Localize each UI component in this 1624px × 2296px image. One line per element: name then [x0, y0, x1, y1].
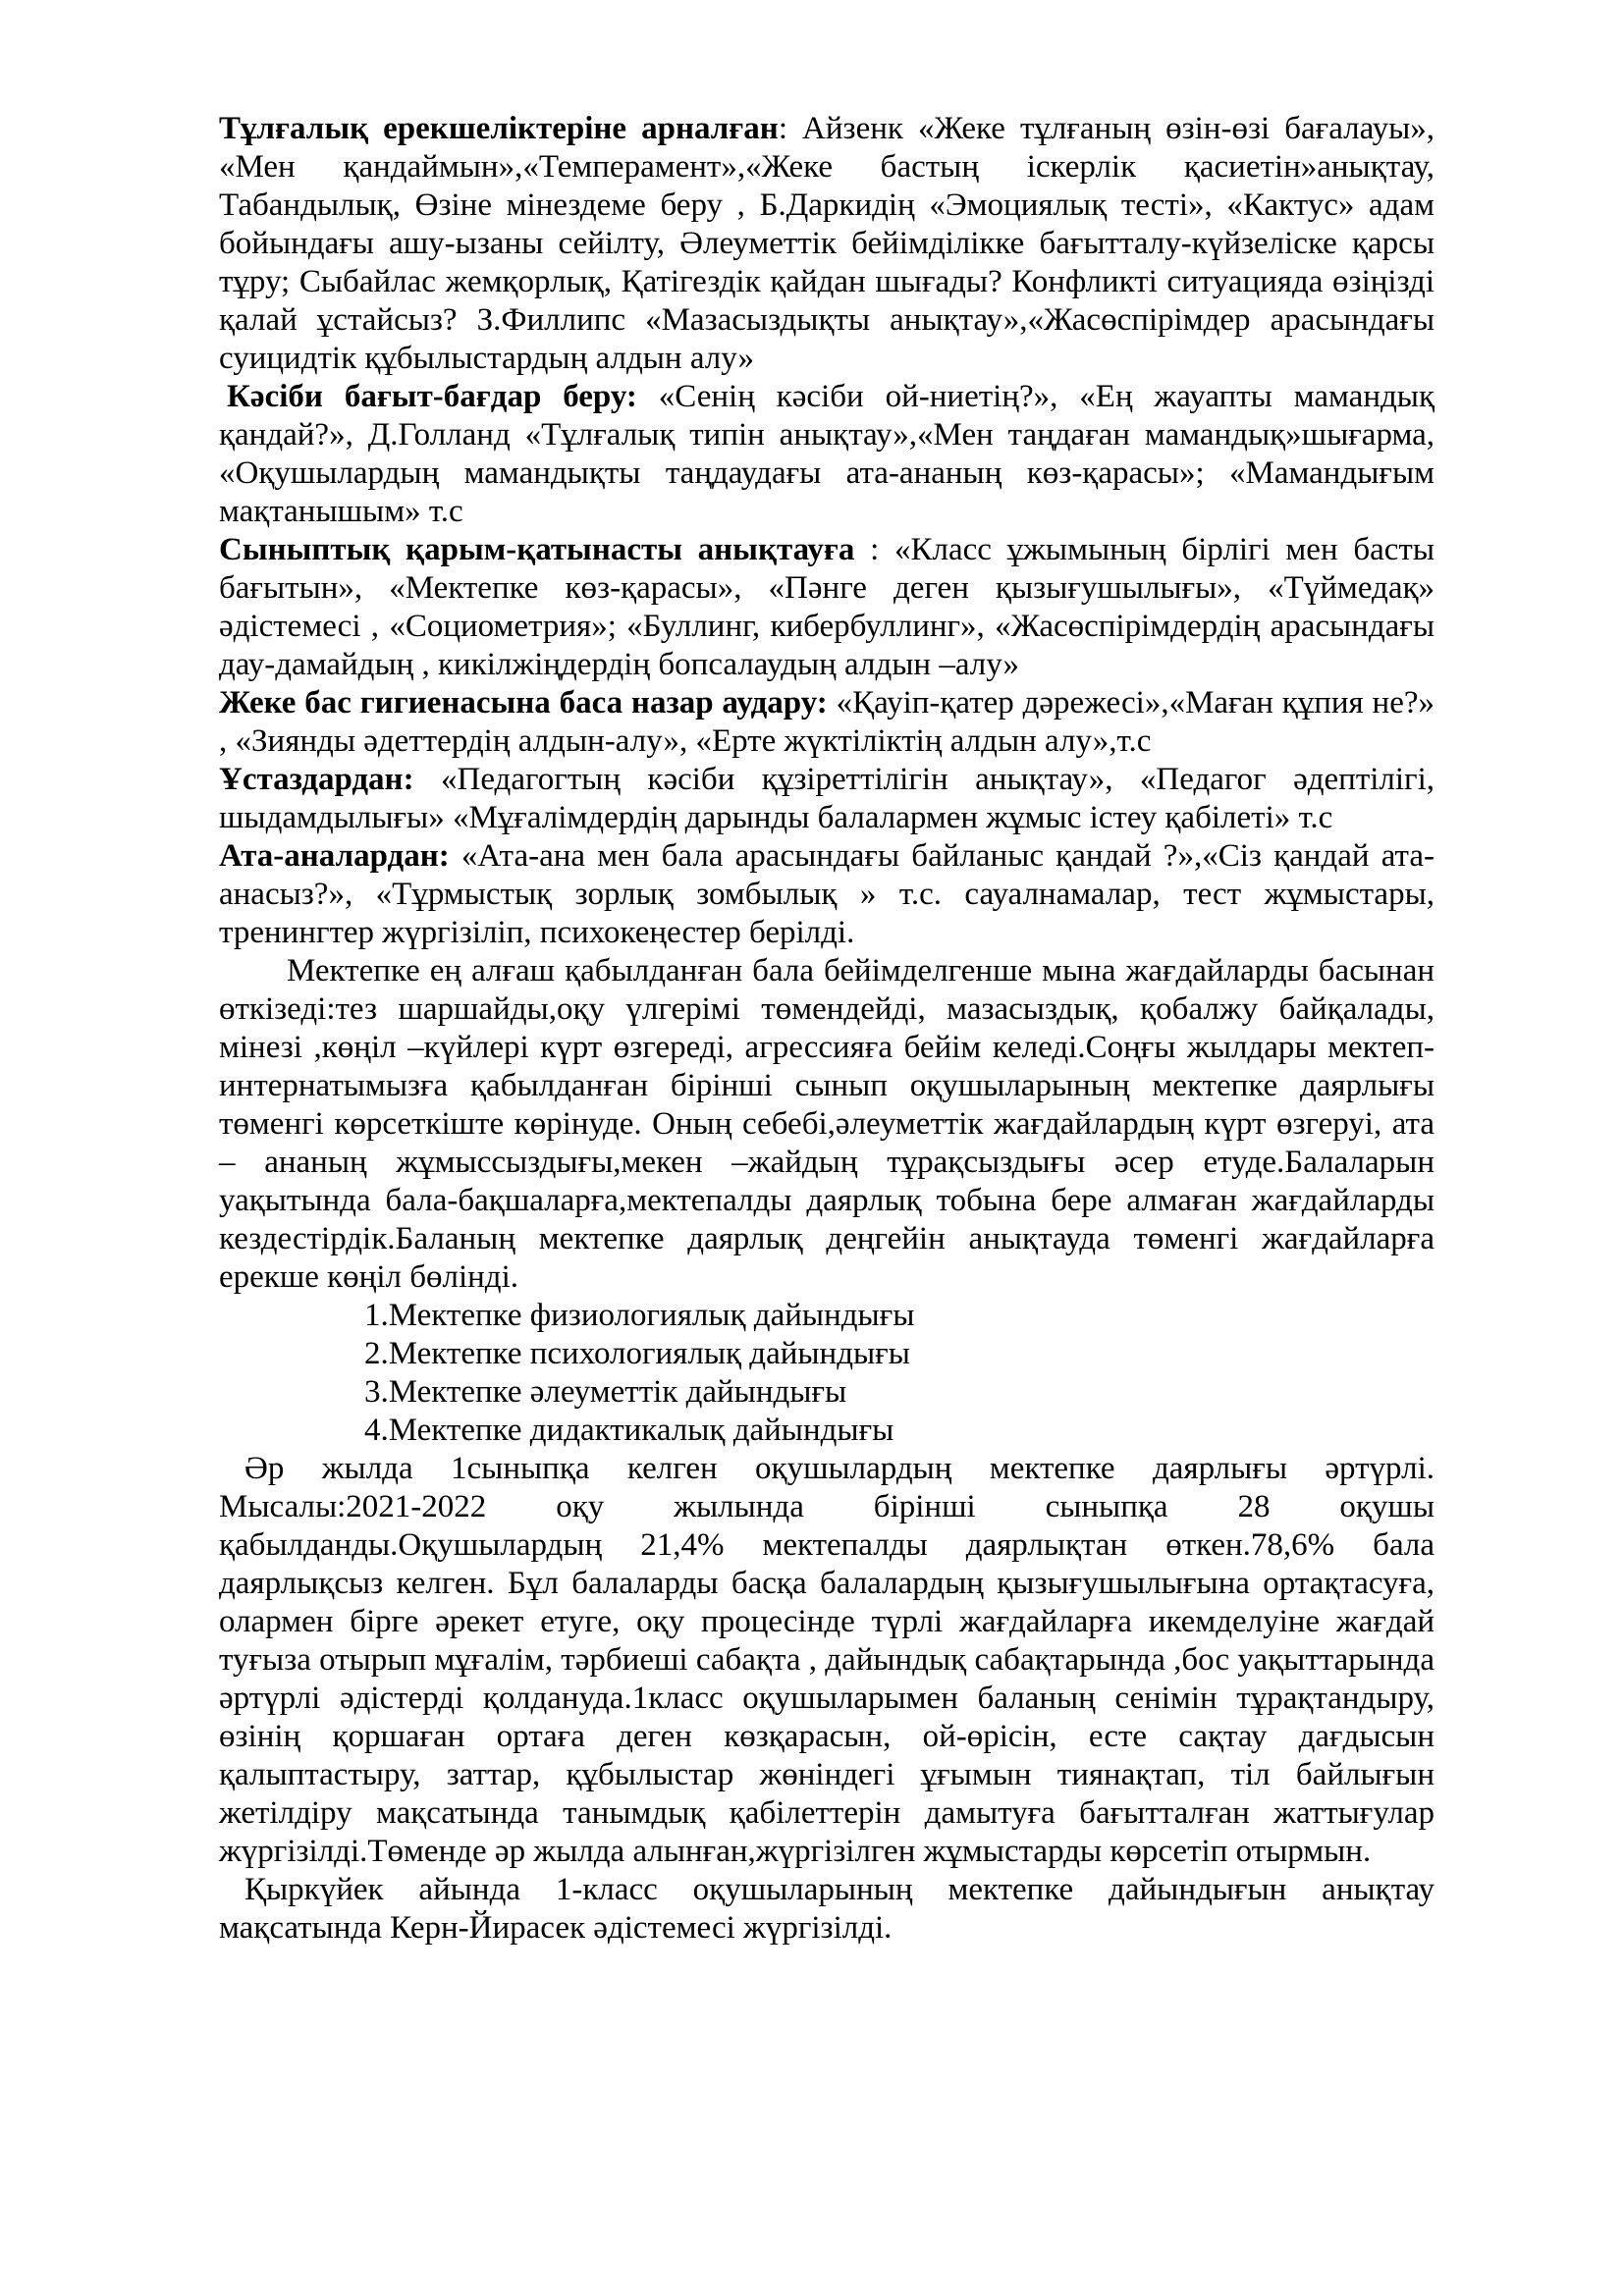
- readiness-list: [364, 1297, 1435, 1450]
- paragraph-career: [219, 378, 1435, 531]
- paragraph-kern-jirasek-body: Қыркүйек айында 1-класс оқушыларының мектепке дайындығын анықтау мақсатында Керн-Йирасек әдістемесі жүргізілді.: [219, 1872, 1435, 1946]
- paragraph-career-body: «Сенің кәсіби ой-ниетің?», «Ең жауапты мамандық қандай?», Д.Голланд «Тұлғалық типін анықтау»,«Мен таңдаған мамандық»шығарма, «Оқушылардың мамандықты таңдаудағы ата-ананың көз-қарасы»; «Мамандығым мақтанышым» т.с: [219, 379, 1435, 529]
- document-text-block: [219, 110, 1435, 1948]
- paragraph-parents: [219, 837, 1435, 952]
- paragraph-yearly-stats: [219, 1450, 1435, 1871]
- paragraph-hygiene: [219, 684, 1435, 761]
- paragraph-career-heading: Кәсіби бағыт-бағдар беру:: [227, 379, 637, 414]
- list-item: 3.Мектепке әлеуметтік дайындығы: [364, 1374, 847, 1410]
- paragraph-kern-jirasek: [219, 1871, 1435, 1948]
- paragraph-personality-body: : Айзенк «Жеке тұлғаның өзін-өзі бағалауы», «Мен қандаймын»,«Темперамент»,«Жеке бастың іскерлік қасиетін»анықтау, Табандылық, Өзіне мінездеме беру , Б.Даркидің «Эмоциялық тесті», «Кактус» адам бойындағы ашу-ызаны сейілту, Әлеуметтік бейімділікке бағытталу-күйзеліске қарсы тұру; Сыбайлас жемқорлық, Қатігездік қайдан шығады? Конфликті ситуацияда өзіңізді қалай ұстайсыз? З.Филлипс «Мазасыздықты анықтау»,«Жасөспірімдер арасындағы суицидтік құбылыстардың алдын алу»: [219, 111, 1435, 376]
- paragraph-hygiene-heading: Жеке бас гигиенасына баса назар аудару:: [219, 685, 828, 721]
- paragraph-hygiene-body: «Қауіп-қатер дәрежесі»,«Маған құпия не?» , «Зиянды әдеттердің алдын-алу», «Ерте жүктіліктің алдын алу»,т.с: [219, 685, 1435, 759]
- list-item: 4.Мектепке дидактикалық дайындығы: [364, 1413, 894, 1448]
- list-item: 2.Мектепке психологиялық дайындығы: [364, 1336, 910, 1371]
- paragraph-class-relations-heading: Сыныптық қарым-қатынасты анықтауға: [219, 532, 855, 567]
- paragraph-adaptation: [219, 952, 1435, 1297]
- paragraph-parents-heading: Ата-аналардан:: [219, 838, 450, 874]
- paragraph-teachers-heading: Ұстаздардан:: [219, 762, 414, 797]
- paragraph-class-relations: [219, 531, 1435, 684]
- paragraph-teachers-body: «Педагогтың кәсіби құзіреттілігін анықтау», «Педагог әдептілігі, шыдамдылығы» «Мұғалімдердің дарынды балалармен жұмыс істеу қабілеті» т.с: [219, 762, 1435, 835]
- list-item: 1.Мектепке физиологиялық дайындығы: [364, 1298, 915, 1333]
- paragraph-adaptation-body: Мектепке ең алғаш қабылданған бала бейімделгенше мына жағдайларды басынан өткізеді:тез шаршайды,оқу үлгерімі төмендейді, мазасыздық, қобалжу байқалады, мінезі ,көңіл –күйлері күрт өзгереді, агрессияға бейім келеді.Соңғы жылдары мектеп-интернатымызға қабылданған бірінші сынып оқушыларының мектепке даярлығы төменгі көрсеткіште көрінуде. Оның себебі,әлеуметтік жағдайлардың күрт өзгеруі, ата – ананың жұмыссыздығы,мекен –жайдың тұрақсыздығы әсер етуде.Балаларын уақытында бала-бақшаларға,мектепалды даярлық тобына бере алмаған жағдайларды кездестірдік.Баланың мектепке даярлық деңгейін анықтауда төменгі жағдайларға ерекше көңіл бөлінді.: [219, 953, 1435, 1295]
- paragraph-class-relations-body: : «Класс ұжымының бірлігі мен басты бағытын», «Мектепке көз-қарасы», «Пәнге деген қызығушылығы», «Түймедақ» әдістемесі , «Социометрия»; «Буллинг, кибербуллинг», «Жасөспірімдердің арасындағы дау-дамайдың , кикілжіңдердің бопсалаудың алдын –алу»: [219, 532, 1435, 682]
- paragraph-personality-heading: Тұлғалық ерекшеліктеріне арналған: [219, 111, 779, 146]
- paragraph-yearly-stats-body: Әр жылда 1сыныпқа келген оқушылардың мектепке даярлығы әртүрлі. Мысалы:2021-2022 оқу жылында бірінші сыныпқа 28 оқушы қабылданды.Оқушылардың 21,4% мектепалды даярлықтан өткен.78,6% бала даярлықсыз келген. Бұл балаларды басқа балалардың қызығушылығына ортақтасуға, олармен бірге әрекет етуге, оқу процесінде түрлі жағдайларға икемделуіне жағдай туғыза отырып мұғалім, тәрбиеші сабақта , дайындық сабақтарында ,бос уақыттарында әртүрлі әдістерді қолдануда.1класс оқушыларымен баланың сенімін тұрақтандыру, өзінің қоршаған ортаға деген көзқарасын, ой-өрісін, есте сақтау дағдысын қалыптастыру, заттар, құбылыстар жөніндегі ұғымын тиянақтап, тіл байлығын жетілдіру мақсатында танымдық қабілеттерін дамытуға бағытталған жаттығулар жүргізілді.Төменде әр жылда алынған,жүргізілген жұмыстарды көрсетіп отырмын.: [219, 1451, 1435, 1869]
- paragraph-personality: [219, 110, 1435, 378]
- paragraph-teachers: [219, 761, 1435, 837]
- paragraph-parents-body: «Ата-ана мен бала арасындағы байланыс қандай ?»,«Сіз қандай ата-анасыз?», «Тұрмыстық зорлық зомбылық » т.с. сауалнамалар, тест жұмыстары, тренингтер жүргізіліп, психокеңестер берілді.: [219, 838, 1435, 950]
